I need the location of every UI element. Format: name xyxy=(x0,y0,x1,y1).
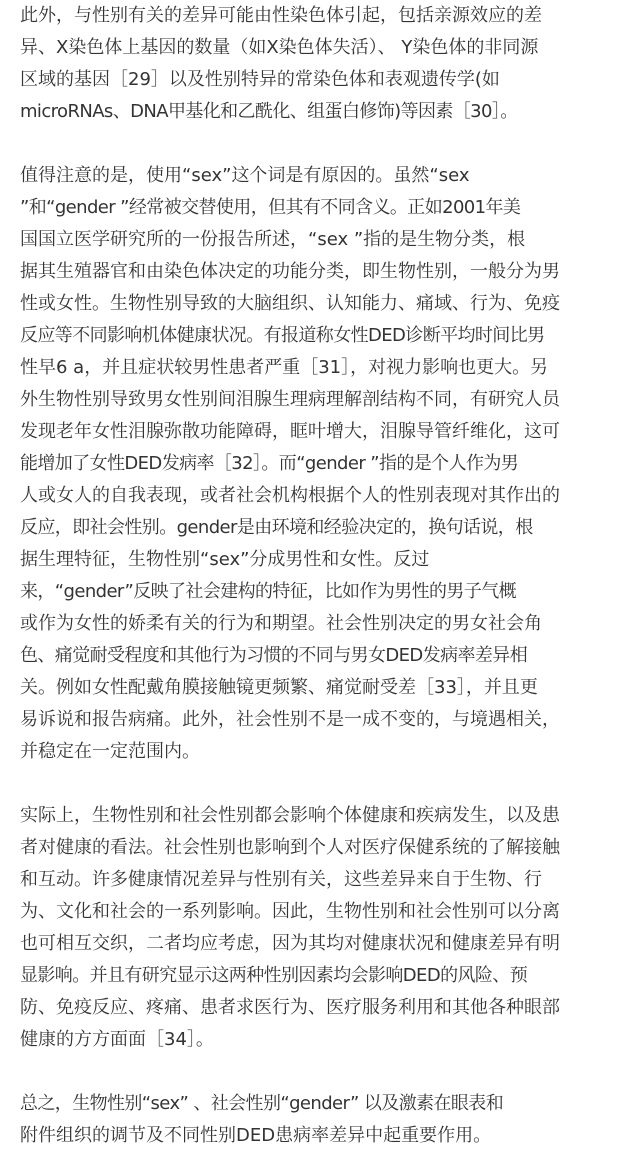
text-line: 为、文化和社会的一系列影响。因此，生物性别和社会性别可以分离 xyxy=(20,901,560,922)
text-line: 值得注意的是，使用“sex”这个词是有原因的。虽然“sex xyxy=(20,165,470,186)
text-line: ”和“gender ”经常被交替使用，但其有不同含义。正如2001年美 xyxy=(20,197,521,218)
text-line: microRNAs、DNA甲基化和乙酰化、组蛋白修饰)等因素［30］。 xyxy=(20,101,518,122)
text-line: 显影响。并且有研究显示这两种性别因素均会影响DED的风险、预 xyxy=(20,965,528,986)
text-line: 实际上，生物性别和社会性别都会影响个体健康和疾病发生，以及患 xyxy=(20,805,560,826)
text-line: 性或女性。生物性别导致的大脑组织、认知能力、痛域、行为、免疫 xyxy=(20,293,560,314)
text-line: 附件组织的调节及不同性别DED患病率差异中起重要作用。 xyxy=(20,1125,492,1146)
text-line: 易诉说和报告病痛。此外，社会性别不是一成不变的，与境遇相关， xyxy=(20,709,560,730)
text-line: 区域的基因［29］以及性别特异的常染色体和表观遗传学(如 xyxy=(20,69,500,90)
paragraph-conclusion xyxy=(20,1088,503,1152)
text-line: 来，“gender”反映了社会建构的特征，比如作为男性的男子气概 xyxy=(20,581,517,602)
text-line: 并稳定在一定范围内。 xyxy=(20,741,200,762)
text-line: 据其生殖器官和由染色体决定的功能分类，即生物性别，一般分为男 xyxy=(20,261,560,282)
paragraph-health-impact xyxy=(20,800,560,1056)
text-line: 总之，生物性别“sex” 、社会性别“gender” 以及激素在眼表和 xyxy=(20,1093,504,1114)
text-line: 反应等不同影响机体健康状况。有报道称女性DED诊断平均时间比男 xyxy=(20,325,545,346)
text-line: 人或女人的自我表现，或者社会机构根据个人的性别表现对其作出的 xyxy=(20,485,560,506)
text-line: 异、X染色体上基因的数量（如X染色体失活）、 Y染色体的非同源 xyxy=(20,37,539,58)
paragraph-sex-chromosomes xyxy=(20,0,542,128)
text-line: 防、免疫反应、疼痛、患者求医行为、医疗服务利用和其他各种眼部 xyxy=(20,997,560,1018)
text-line: 关。例如女性配戴角膜接触镜更频繁、痛觉耐受差［33］，并且更 xyxy=(20,677,538,698)
text-line: 也可相互交织，二者均应考虑，因为其均对健康状况和健康差异有明 xyxy=(20,933,560,954)
text-line: 性早6 a，并且症状较男性患者严重［31］，对视力影响也更大。另 xyxy=(20,357,549,378)
paragraph-sex-vs-gender xyxy=(20,160,560,768)
text-line: 或作为女性的娇柔有关的行为和期望。社会性别决定的男女社会角 xyxy=(20,613,542,634)
text-line: 者对健康的看法。社会性别也影响到个人对医疗保健系统的了解接触 xyxy=(20,837,560,858)
text-line: 发现老年女性泪腺弥散功能障碍，眶叶增大，泪腺导管纤维化，这可 xyxy=(20,421,560,442)
text-line: 色、痛觉耐受程度和其他行为习惯的不同与男女DED发病率差异相 xyxy=(20,645,528,666)
text-line: 国国立医学研究所的一份报告所述，“sex ”指的是生物分类，根 xyxy=(20,229,526,250)
text-line: 外生物性别导致男女性别间泪腺生理病理解剖结构不同，有研究人员 xyxy=(20,389,560,410)
text-line: 反应，即社会性别。gender是由环境和经验决定的，换句话说，根 xyxy=(20,517,533,538)
text-line: 此外，与性别有关的差异可能由性染色体引起，包括亲源效应的差 xyxy=(20,5,542,26)
text-line: 健康的方方面面［34］。 xyxy=(20,1029,214,1050)
text-line: 能增加了女性DED发病率［32］。而“gender ”指的是个人作为男 xyxy=(20,453,519,474)
text-line: 据生理特征，生物性别“sex”分成男性和女性。反过 xyxy=(20,549,430,570)
text-line: 和互动。许多健康情况差异与性别有关，这些差异来自于生物、行 xyxy=(20,869,542,890)
